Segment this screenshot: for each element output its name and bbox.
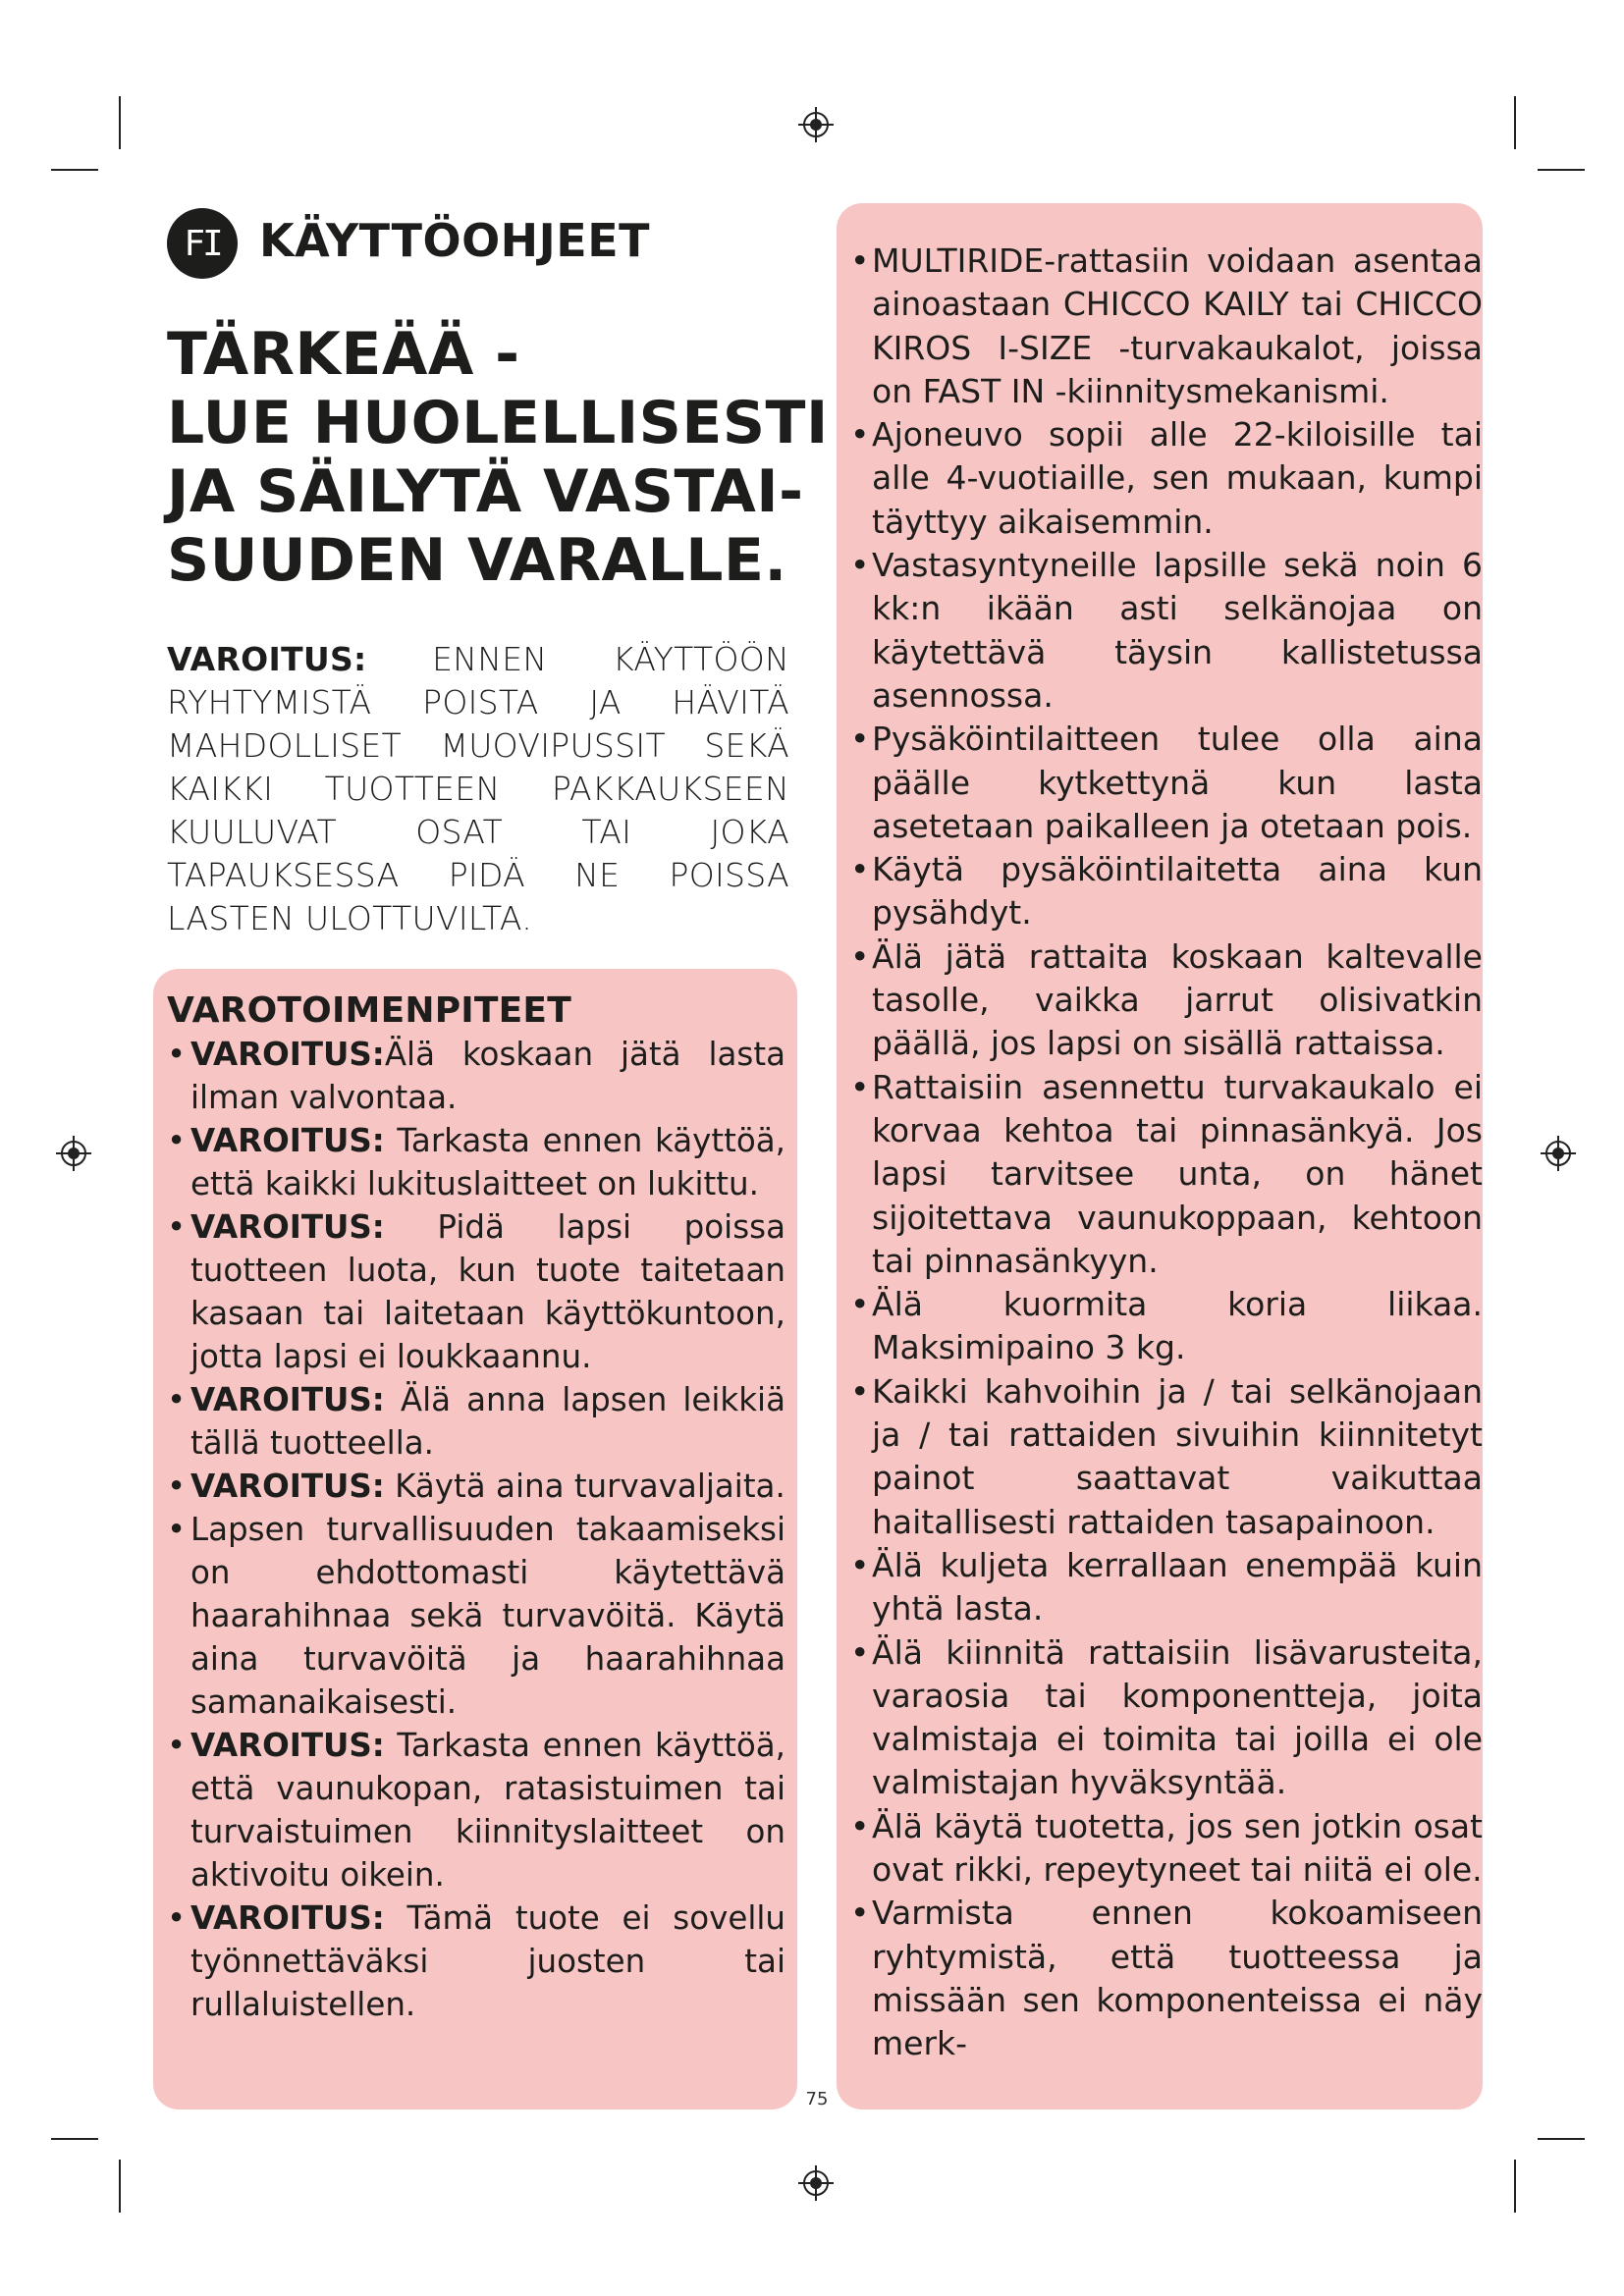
crop-mark: [1514, 2160, 1516, 2213]
list-item: • Kaikki kahvoihin ja / tai selkänojaan ja / tai rattaiden sivuihin kiinnitetyt painot saattavat vaikuttaa haitallisesti rattaiden tasapainoon.: [850, 1370, 1483, 1544]
list-item: • Lapsen turvallisuuden takaamiseksi on ehdottomasti käytettävä haarahihnaa sekä turvavöitä. Käytä aina turvavöitä ja haarahihnaa samanaikaisesti.: [167, 1508, 785, 1724]
instructions-list: [850, 240, 1483, 2065]
list-item: • Älä kuormita koria liikaa. Maksimipaino 3 kg.: [850, 1283, 1483, 1370]
list-item: • VAROITUS: Tarkasta ennen käyttöä, että kaikki lukituslaitteet on lukittu.: [167, 1119, 785, 1205]
instructions-content: [850, 240, 1483, 2065]
list-item: • VAROITUS: Tämä tuote ei sovellu työnnettäväksi juosten tai rullaluistellen.: [167, 1896, 785, 2026]
list-item: • Älä kiinnitä rattaisiin lisävarusteita, varaosia tai komponentteja, joita valmistaja ei toimita tai joilla ei ole valmistajan hyväksyntää.: [850, 1631, 1483, 1805]
list-item: • VAROITUS: Älä anna lapsen leikkiä tällä tuotteella.: [167, 1378, 785, 1465]
crop-mark: [1514, 96, 1516, 149]
registration-mark-icon: [796, 2163, 836, 2203]
registration-mark-icon: [796, 105, 836, 144]
crop-mark: [119, 2160, 121, 2213]
main-heading-line: JA SÄILYTÄ VASTAI-: [167, 457, 804, 526]
list-item: • Vastasyntyneille lapsille sekä noin 6 kk:n ikään asti selkänojaa on käytettävä täysin kallistetussa asennossa.: [850, 544, 1483, 718]
warning-label: VAROITUS:: [167, 640, 367, 678]
list-item: • VAROITUS:Älä koskaan jätä lasta ilman valvontaa.: [167, 1033, 785, 1119]
section-title: KÄYTTÖOHJEET: [259, 214, 651, 267]
warning-paragraph: [167, 638, 789, 940]
warning-body: ENNEN KÄYTTÖÖN RYHTYMISTÄ POISTA JA HÄVITÄ MAHDOLLISET MUOVIPUSSIT SEKÄ KAIKKI TUOTTEEN PAKKAUKSEEN KUULUVAT OSAT TAI JOKA TAPAUKSESSA PIDÄ NE POISSA LASTEN ULOTTUVILTA.: [167, 640, 789, 937]
list-item: • Käytä pysäköintilaitetta aina kun pysähdyt.: [850, 848, 1483, 935]
list-item: • Varmista ennen kokoamiseen ryhtymistä, että tuotteessa ja missään sen komponenteissa ei näy merk-: [850, 1892, 1483, 2065]
crop-mark: [119, 96, 121, 149]
precautions-title: VAROTOIMENPITEET: [167, 990, 571, 1031]
main-heading: [167, 320, 829, 595]
crop-mark: [51, 2138, 98, 2140]
list-item: • MULTIRIDE-rattasiin voidaan asentaa ainoastaan CHICCO KAILY tai CHICCO KIROS I-SIZE -turvakaukalot, joissa on FAST IN -kiinnitysmekanismi.: [850, 240, 1483, 413]
main-heading-line: TÄRKEÄÄ -: [167, 320, 520, 389]
main-heading-line: SUUDEN VARALLE.: [167, 526, 787, 595]
language-badge: FI: [167, 208, 238, 279]
list-item: • Älä jätä rattaita koskaan kaltevalle tasolle, vaikka jarrut olisivatkin päällä, jos lapsi on sisällä rattaissa.: [850, 935, 1483, 1066]
crop-mark: [1538, 169, 1585, 171]
precautions-content: [167, 989, 785, 2026]
list-item: • VAROITUS: Käytä aina turvavaljaita.: [167, 1465, 785, 1508]
registration-mark-icon: [1539, 1134, 1578, 1173]
list-item: • Älä käytä tuotetta, jos sen jotkin osat ovat rikki, repeytyneet tai niitä ei ole.: [850, 1805, 1483, 1893]
precautions-list: [167, 1033, 785, 2026]
main-heading-line: LUE HUOLELLISESTI: [167, 389, 829, 457]
list-item: • VAROITUS: Tarkasta ennen käyttöä, että vaunukopan, ratasistuimen tai turvaistuimen kiinnityslaitteet on aktivoitu oikein.: [167, 1724, 785, 1896]
crop-mark: [1538, 2138, 1585, 2140]
page-number: 75: [805, 2089, 829, 2109]
crop-mark: [51, 169, 98, 171]
list-item: • Rattaisiin asennettu turvakaukalo ei korvaa kehtoa tai pinnasänkyä. Jos lapsi tarvitsee unta, on hänet sijoitettava vaunukoppaan, kehtoon tai pinnasänkyyn.: [850, 1066, 1483, 1283]
list-item: • Älä kuljeta kerrallaan enempää kuin yhtä lasta.: [850, 1544, 1483, 1631]
list-item: • VAROITUS: Pidä lapsi poissa tuotteen luota, kun tuote taitetaan kasaan tai laitetaan käyttökuntoon, jotta lapsi ei loukkaannu.: [167, 1205, 785, 1378]
registration-mark-icon: [54, 1134, 93, 1173]
list-item: • Ajoneuvo sopii alle 22-kiloisille tai alle 4-vuotiaille, sen mukaan, kumpi täyttyy aikaisemmin.: [850, 413, 1483, 544]
list-item: • Pysäköintilaitteen tulee olla aina päälle kytkettynä kun lasta asetetaan paikalleen ja otetaan pois.: [850, 718, 1483, 848]
